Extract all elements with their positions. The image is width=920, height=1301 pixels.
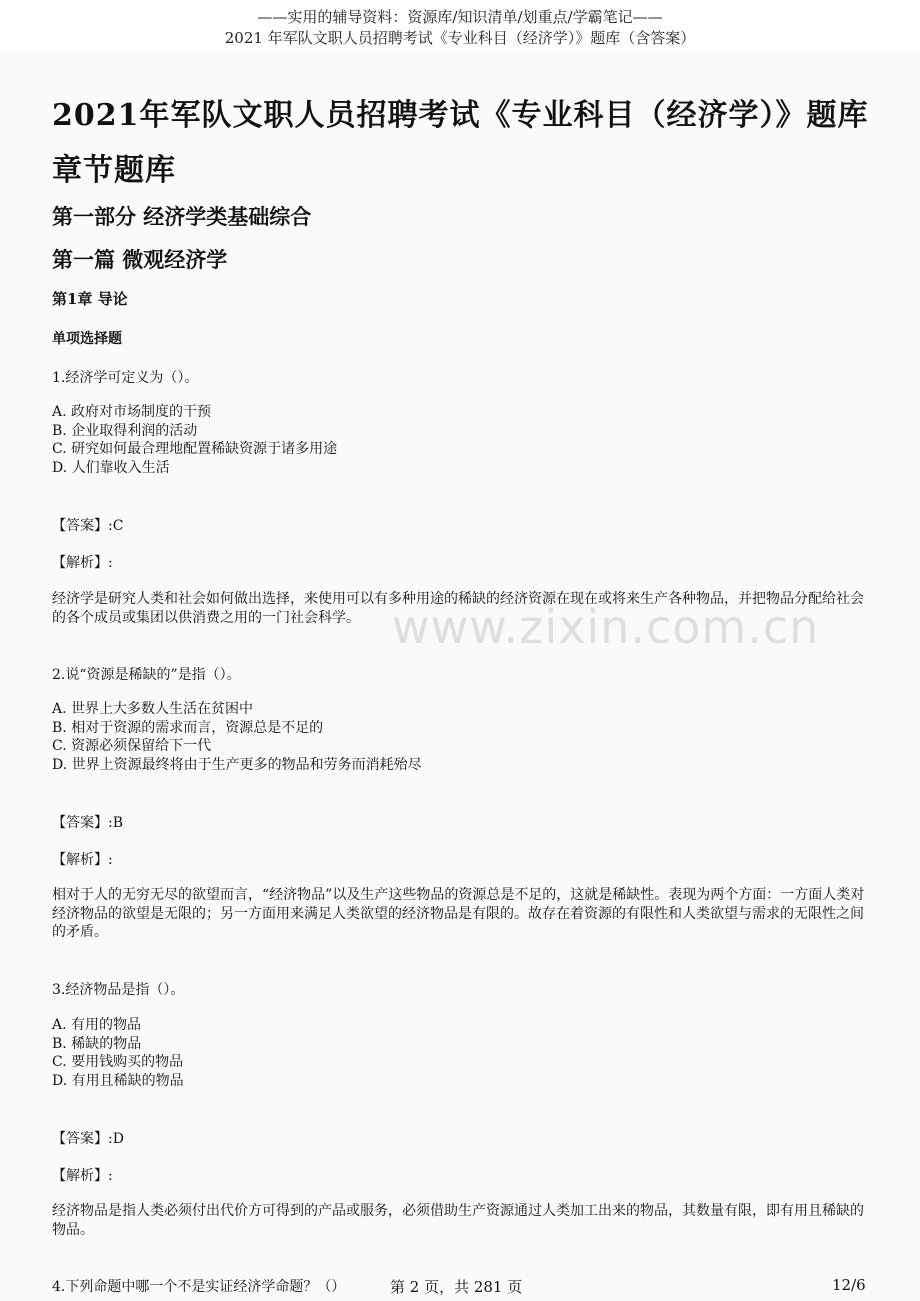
option-a: A. 世界上大多数人生活在贫困中 — [52, 701, 254, 717]
doc-subtitle: 章节题库 — [52, 153, 176, 188]
analysis-2: 相对于人的无穷无尽的欲望而言，“经济物品”以及生产这些物品的资源总是不足的，这就是稀缺性。表现为两个方面：一方面人类对经济物品的欲望是无限的；另一方面用来满足人类欲望的经济物品是有限的。故存在着资源的有限性和人类欲望与需求的无限性之间的矛盾。 — [52, 887, 865, 940]
page-number: 12/6 — [832, 1276, 866, 1294]
watermark: www.zixin.com.cn — [392, 600, 820, 654]
next-question: 4.下列命题中哪一个不是实证经济学命题？（） — [52, 1279, 346, 1295]
analysis-label-3: 【解析】: — [52, 1168, 113, 1184]
analysis-3: 经济物品是指人类必须付出代价方可得到的产品或服务，必须借助生产资源通过人类加工出来的物品，其数量有限，即有用且稀缺的物品。 — [52, 1203, 864, 1238]
header-doc-title: 2021 年军队文职人员招聘考试《专业科目（经济学）》题库（含答案） — [224, 29, 696, 47]
part-heading: 第一部分 经济学类基础综合 — [52, 204, 312, 229]
option-b: B. 相对于资源的需求而言，资源总是不足的 — [52, 719, 324, 736]
question-2-options — [52, 700, 422, 774]
option-c: C. 资源必须保留给下一代 — [52, 738, 212, 754]
question-3-options — [52, 1016, 184, 1090]
page-info: 第 2 页，共 281 页 — [390, 1278, 523, 1296]
analysis-label-1: 【解析】: — [52, 555, 113, 571]
chapter-heading: 第1章 导论 — [52, 290, 128, 308]
question-1: 1.经济学可定义为（）。 — [52, 370, 199, 386]
option-a: A. 政府对市场制度的干预 — [52, 404, 212, 420]
question-1-options — [52, 403, 337, 477]
question-type-heading: 单项选择题 — [52, 331, 122, 347]
answer-3: 【答案】:D — [52, 1131, 124, 1147]
option-d: D. 世界上资源最终将由于生产更多的物品和劳务而消耗殆尽 — [52, 756, 422, 773]
question-2: 2.说“资源是稀缺的”是指（）。 — [52, 667, 241, 683]
answer-2: 【答案】:B — [52, 815, 124, 831]
header-tagline: ——实用的辅导资料：资源库/知识清单/划重点/学霸笔记—— — [257, 8, 663, 26]
doc-title: 2021年军队文职人员招聘考试《专业科目（经济学）》题库 — [52, 98, 869, 133]
answer-1: 【答案】:C — [52, 518, 124, 534]
option-b: B. 稀缺的物品 — [52, 1035, 142, 1052]
option-d: D. 有用且稀缺的物品 — [52, 1072, 184, 1089]
analysis-label-2: 【解析】: — [52, 852, 113, 868]
option-a: A. 有用的物品 — [52, 1017, 142, 1033]
option-c: C. 要用钱购买的物品 — [52, 1054, 184, 1070]
option-d: D. 人们靠收入生活 — [52, 459, 170, 476]
question-3: 3.经济物品是指（）。 — [52, 982, 185, 998]
option-b: B. 企业取得利润的活动 — [52, 422, 198, 439]
analysis-1: 经济学是研究人类和社会如何做出选择，来使用可以有多种用途的稀缺的经济资源在现在或将来生产各种物品，并把物品分配给社会的各个成员或集团以供消费之用的一门社会科学。 — [52, 591, 864, 626]
option-c: C. 研究如何最合理地配置稀缺资源于诸多用途 — [52, 441, 338, 457]
section-heading: 第一篇 微观经济学 — [52, 247, 228, 272]
